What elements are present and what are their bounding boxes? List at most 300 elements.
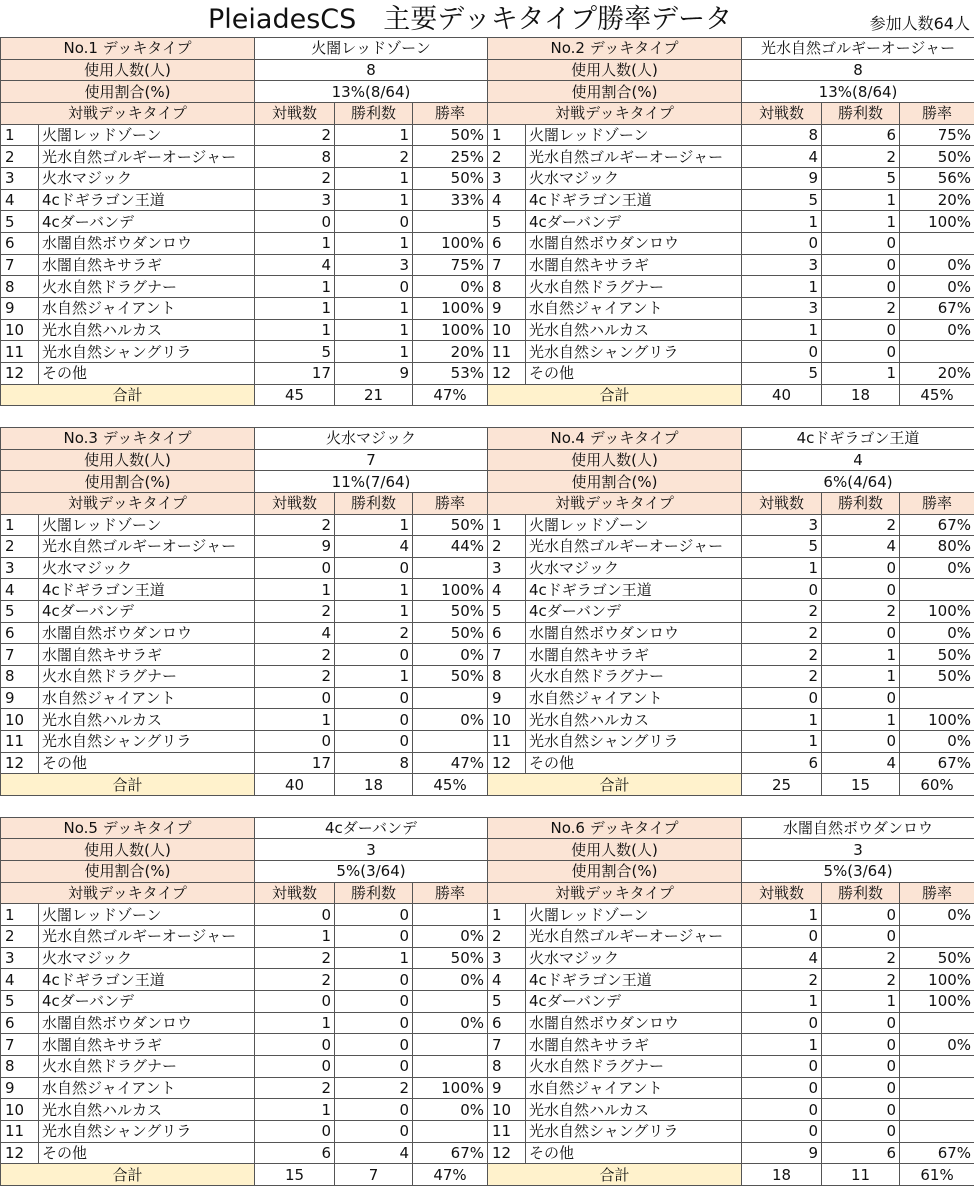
match-count: 6 (255, 1142, 335, 1164)
win-count: 1 (822, 362, 900, 384)
table-row (1, 232, 488, 254)
match-count: 1 (742, 731, 822, 753)
table-row (488, 752, 974, 774)
win-count: 0 (822, 622, 900, 644)
opponent-deck: 火水自然ドラグナー (526, 1055, 742, 1077)
opponent-deck: 水闇自然ボウダンロウ (526, 1012, 742, 1034)
total-winrate: 47% (413, 1164, 488, 1186)
opponent-deck: 水闇自然ボウダンロウ (526, 622, 742, 644)
win-rate (413, 687, 488, 709)
match-count: 3 (742, 254, 822, 276)
match-count: 6 (742, 752, 822, 774)
match-count: 0 (742, 579, 822, 601)
row-index: 8 (1, 1055, 39, 1077)
row-index: 12 (488, 752, 526, 774)
win-count: 4 (822, 752, 900, 774)
win-count: 1 (335, 167, 413, 189)
row-index: 9 (1, 1077, 39, 1099)
deck-name: 水闇自然ボウダンロウ (742, 817, 974, 839)
match-count: 1 (255, 1012, 335, 1034)
win-count: 1 (822, 644, 900, 666)
deck-block (487, 427, 974, 796)
win-rate (413, 904, 488, 926)
win-count: 0 (335, 926, 413, 948)
row-index: 9 (1, 687, 39, 709)
wins-header: 勝利数 (822, 882, 900, 904)
match-count: 0 (255, 557, 335, 579)
deck-block (487, 817, 974, 1186)
win-count: 1 (335, 189, 413, 211)
win-rate: 50% (900, 644, 974, 666)
row-index: 3 (1, 947, 39, 969)
win-count: 1 (335, 666, 413, 688)
row-index: 5 (1, 991, 39, 1013)
match-count: 0 (742, 232, 822, 254)
win-count: 2 (822, 514, 900, 536)
row-index: 9 (488, 687, 526, 709)
table-row (1, 189, 488, 211)
win-count: 0 (822, 1055, 900, 1077)
row-index: 1 (1, 124, 39, 146)
match-count: 2 (742, 644, 822, 666)
opponent-deck: 4cダーバンデ (526, 601, 742, 623)
total-row (488, 384, 974, 406)
table-row (1, 644, 488, 666)
matches-header: 対戦数 (742, 102, 822, 124)
opponent-header: 対戦デッキタイプ (488, 102, 742, 124)
winrate-header: 勝率 (413, 102, 488, 124)
win-count: 0 (335, 709, 413, 731)
win-rate: 100% (413, 1077, 488, 1099)
opponent-header: 対戦デッキタイプ (488, 882, 742, 904)
win-count: 0 (335, 1012, 413, 1034)
table-row (488, 557, 974, 579)
table-row (488, 926, 974, 948)
win-rate: 100% (900, 601, 974, 623)
row-index: 9 (488, 297, 526, 319)
match-count: 1 (255, 232, 335, 254)
win-rate (900, 1099, 974, 1121)
total-row (1, 774, 488, 796)
win-rate: 100% (900, 211, 974, 233)
match-count: 2 (255, 666, 335, 688)
ratio-label: 使用割合(%) (1, 861, 255, 883)
opponent-deck: 光水自然シャングリラ (39, 341, 255, 363)
opponent-deck: 光水自然ゴルギーオージャー (39, 926, 255, 948)
row-index: 12 (488, 1142, 526, 1164)
match-count: 4 (255, 622, 335, 644)
match-count: 1 (742, 319, 822, 341)
win-count: 9 (335, 362, 413, 384)
deck-rank-label: No.1 デッキタイプ (1, 38, 255, 60)
opponent-deck: 水闇自然キサラギ (39, 254, 255, 276)
match-count: 5 (742, 362, 822, 384)
deck-name: 火水マジック (255, 427, 488, 449)
deck-block (0, 427, 487, 796)
row-index: 5 (1, 211, 39, 233)
win-rate: 0% (900, 276, 974, 298)
win-rate: 50% (900, 146, 974, 168)
match-count: 17 (255, 362, 335, 384)
row-index: 12 (1, 362, 39, 384)
table-row (1, 969, 488, 991)
row-index: 4 (488, 189, 526, 211)
deck-block (0, 817, 487, 1186)
total-label: 合計 (488, 384, 742, 406)
match-count: 1 (255, 319, 335, 341)
table-row (488, 232, 974, 254)
win-count: 1 (335, 601, 413, 623)
wins-header: 勝利数 (335, 492, 413, 514)
win-rate: 100% (900, 991, 974, 1013)
opponent-deck: 火水マジック (39, 947, 255, 969)
table-row (1, 1012, 488, 1034)
wins-header: 勝利数 (335, 102, 413, 124)
match-count: 1 (742, 991, 822, 1013)
deck-table (487, 817, 974, 1186)
row-index: 11 (1, 341, 39, 363)
win-count: 0 (335, 1099, 413, 1121)
win-count: 1 (822, 211, 900, 233)
matches-header: 対戦数 (255, 102, 335, 124)
table-row (488, 644, 974, 666)
row-index: 6 (1, 1012, 39, 1034)
opponent-deck: 水闇自然キサラギ (526, 644, 742, 666)
opponent-deck: その他 (39, 752, 255, 774)
opponent-deck: その他 (526, 362, 742, 384)
match-count: 0 (742, 1099, 822, 1121)
wins-header: 勝利数 (822, 102, 900, 124)
match-count: 17 (255, 752, 335, 774)
match-count: 1 (742, 709, 822, 731)
row-index: 8 (1, 276, 39, 298)
opponent-deck: 光水自然ハルカス (526, 1099, 742, 1121)
opponent-deck: その他 (39, 362, 255, 384)
deck-table (0, 817, 488, 1186)
win-count: 4 (822, 536, 900, 558)
deck-rank-label: No.2 デッキタイプ (488, 38, 742, 60)
win-count: 0 (822, 926, 900, 948)
opponent-deck: 光水自然ゴルギーオージャー (526, 536, 742, 558)
match-count: 0 (255, 991, 335, 1013)
win-rate (900, 1120, 974, 1142)
table-row (488, 991, 974, 1013)
win-rate: 100% (900, 969, 974, 991)
total-label: 合計 (1, 774, 255, 796)
users-label: 使用人数(人) (1, 449, 255, 471)
win-rate: 50% (413, 622, 488, 644)
win-count: 1 (335, 947, 413, 969)
row-index: 11 (1, 731, 39, 753)
row-index: 6 (488, 232, 526, 254)
win-count: 2 (822, 601, 900, 623)
total-row (488, 1164, 974, 1186)
match-count: 1 (255, 1099, 335, 1121)
table-row (1, 276, 488, 298)
win-count: 0 (335, 731, 413, 753)
total-wins: 18 (822, 384, 900, 406)
win-count: 0 (822, 254, 900, 276)
row-index: 11 (1, 1120, 39, 1142)
table-row (488, 969, 974, 991)
win-count: 8 (335, 752, 413, 774)
deck-name: 4cドギラゴン王道 (742, 427, 974, 449)
table-row (488, 1055, 974, 1077)
table-row (1, 947, 488, 969)
win-count: 0 (822, 731, 900, 753)
matches-header: 対戦数 (742, 492, 822, 514)
opponent-deck: 4cダーバンデ (526, 211, 742, 233)
win-rate: 100% (413, 297, 488, 319)
win-count: 0 (335, 276, 413, 298)
opponent-deck: 光水自然ハルカス (39, 709, 255, 731)
win-rate: 50% (413, 601, 488, 623)
table-row (1, 1055, 488, 1077)
table-row (488, 1012, 974, 1034)
row-index: 4 (1, 969, 39, 991)
win-rate: 50% (413, 514, 488, 536)
win-count: 3 (335, 254, 413, 276)
table-row (488, 1099, 974, 1121)
table-row (1, 752, 488, 774)
opponent-deck: 水闇自然ボウダンロウ (39, 622, 255, 644)
opponent-deck: 水闇自然キサラギ (526, 254, 742, 276)
opponent-deck: 水自然ジャイアント (526, 687, 742, 709)
users-label: 使用人数(人) (488, 59, 742, 81)
ratio-value: 13%(8/64) (255, 81, 488, 103)
win-rate: 0% (900, 622, 974, 644)
opponent-deck: 4cダーバンデ (526, 991, 742, 1013)
row-index: 12 (1, 752, 39, 774)
deck-block (487, 37, 974, 406)
total-winrate: 45% (900, 384, 974, 406)
users-value: 3 (255, 839, 488, 861)
win-rate: 75% (413, 254, 488, 276)
table-row (488, 904, 974, 926)
opponent-deck: 4cドギラゴン王道 (39, 969, 255, 991)
ratio-value: 5%(3/64) (255, 861, 488, 883)
win-count: 1 (335, 232, 413, 254)
table-row (488, 341, 974, 363)
table-row (488, 947, 974, 969)
table-row (1, 904, 488, 926)
win-count: 2 (335, 146, 413, 168)
row-index: 12 (488, 362, 526, 384)
deck-table (487, 427, 974, 796)
win-rate (900, 687, 974, 709)
opponent-deck: 4cドギラゴン王道 (39, 189, 255, 211)
table-row (1, 731, 488, 753)
ratio-label: 使用割合(%) (488, 861, 742, 883)
total-wins: 15 (822, 774, 900, 796)
winrate-header: 勝率 (900, 882, 974, 904)
total-wins: 7 (335, 1164, 413, 1186)
match-count: 9 (742, 167, 822, 189)
winrate-header: 勝率 (900, 492, 974, 514)
row-index: 1 (1, 904, 39, 926)
win-count: 0 (822, 341, 900, 363)
match-count: 1 (255, 926, 335, 948)
match-count: 2 (742, 622, 822, 644)
match-count: 1 (255, 297, 335, 319)
table-row (1, 1034, 488, 1056)
opponent-deck: 火闇レッドゾーン (526, 904, 742, 926)
win-rate: 0% (900, 557, 974, 579)
win-count: 1 (335, 124, 413, 146)
win-rate: 50% (900, 947, 974, 969)
row-index: 6 (1, 622, 39, 644)
total-row (1, 1164, 488, 1186)
opponent-deck: 水自然ジャイアント (526, 1077, 742, 1099)
match-count: 2 (255, 644, 335, 666)
win-count: 1 (822, 189, 900, 211)
row-index: 1 (1, 514, 39, 536)
win-count: 2 (822, 947, 900, 969)
opponent-deck: 火水自然ドラグナー (39, 1055, 255, 1077)
opponent-deck: 光水自然ハルカス (526, 319, 742, 341)
opponent-deck: 4cドギラゴン王道 (526, 579, 742, 601)
win-count: 0 (335, 687, 413, 709)
opponent-deck: その他 (39, 1142, 255, 1164)
table-row (488, 1120, 974, 1142)
match-count: 4 (742, 947, 822, 969)
row-index: 5 (1, 601, 39, 623)
match-count: 0 (255, 904, 335, 926)
ratio-label: 使用割合(%) (488, 81, 742, 103)
opponent-deck: 光水自然シャングリラ (526, 731, 742, 753)
win-rate: 33% (413, 189, 488, 211)
table-row (488, 167, 974, 189)
row-index: 6 (488, 1012, 526, 1034)
win-count: 0 (822, 232, 900, 254)
win-count: 4 (335, 536, 413, 558)
total-label: 合計 (1, 1164, 255, 1186)
table-row (488, 254, 974, 276)
win-count: 0 (822, 276, 900, 298)
row-index: 11 (488, 731, 526, 753)
row-index: 8 (488, 666, 526, 688)
win-rate (900, 1055, 974, 1077)
win-rate: 67% (900, 752, 974, 774)
match-count: 0 (255, 211, 335, 233)
win-rate (413, 1055, 488, 1077)
table-row (1, 254, 488, 276)
win-rate: 0% (900, 904, 974, 926)
opponent-deck: 光水自然シャングリラ (526, 1120, 742, 1142)
total-winrate: 45% (413, 774, 488, 796)
win-rate: 0% (413, 644, 488, 666)
opponent-deck: 光水自然シャングリラ (39, 1120, 255, 1142)
win-count: 1 (335, 341, 413, 363)
row-index: 1 (488, 124, 526, 146)
opponent-deck: 水闇自然ボウダンロウ (526, 232, 742, 254)
row-index: 8 (1, 666, 39, 688)
opponent-deck: 光水自然ハルカス (526, 709, 742, 731)
win-count: 2 (335, 1077, 413, 1099)
opponent-header: 対戦デッキタイプ (488, 492, 742, 514)
row-index: 7 (1, 1034, 39, 1056)
ratio-label: 使用割合(%) (1, 81, 255, 103)
total-wins: 11 (822, 1164, 900, 1186)
match-count: 0 (742, 1055, 822, 1077)
ratio-label: 使用割合(%) (488, 471, 742, 493)
row-index: 9 (488, 1077, 526, 1099)
match-count: 0 (255, 731, 335, 753)
opponent-deck: 火水自然ドラグナー (526, 276, 742, 298)
win-count: 0 (335, 557, 413, 579)
table-row (488, 536, 974, 558)
opponent-deck: 水闇自然キサラギ (39, 644, 255, 666)
table-row (488, 514, 974, 536)
win-rate (900, 341, 974, 363)
match-count: 1 (742, 211, 822, 233)
match-count: 2 (742, 601, 822, 623)
win-rate (900, 232, 974, 254)
table-row (488, 1077, 974, 1099)
opponent-deck: 火闇レッドゾーン (39, 904, 255, 926)
table-row (1, 297, 488, 319)
win-count: 0 (822, 1012, 900, 1034)
row-index: 11 (488, 341, 526, 363)
opponent-deck: 水闇自然キサラギ (39, 1034, 255, 1056)
table-row (1, 666, 488, 688)
table-row (488, 601, 974, 623)
table-row (488, 189, 974, 211)
win-rate: 0% (900, 731, 974, 753)
win-count: 1 (822, 709, 900, 731)
win-count: 2 (822, 969, 900, 991)
users-value: 8 (742, 59, 974, 81)
match-count: 9 (255, 536, 335, 558)
win-rate: 25% (413, 146, 488, 168)
match-count: 3 (255, 189, 335, 211)
win-rate (413, 557, 488, 579)
table-row (488, 666, 974, 688)
opponent-deck: 光水自然ゴルギーオージャー (526, 926, 742, 948)
row-index: 6 (1, 232, 39, 254)
row-index: 1 (488, 514, 526, 536)
users-label: 使用人数(人) (1, 839, 255, 861)
users-value: 8 (255, 59, 488, 81)
win-count: 0 (822, 904, 900, 926)
table-row (488, 709, 974, 731)
row-index: 4 (488, 969, 526, 991)
opponent-deck: 火闇レッドゾーン (526, 124, 742, 146)
row-index: 3 (488, 947, 526, 969)
win-rate: 67% (900, 1142, 974, 1164)
opponent-deck: 火水マジック (526, 167, 742, 189)
match-count: 2 (255, 167, 335, 189)
win-rate: 0% (900, 1034, 974, 1056)
users-value: 3 (742, 839, 974, 861)
win-count: 1 (822, 666, 900, 688)
win-count: 0 (822, 687, 900, 709)
row-index: 3 (1, 557, 39, 579)
match-count: 1 (255, 579, 335, 601)
match-count: 1 (742, 276, 822, 298)
win-rate: 50% (900, 666, 974, 688)
row-index: 2 (1, 536, 39, 558)
opponent-deck: 4cダーバンデ (39, 991, 255, 1013)
total-winrate: 47% (413, 384, 488, 406)
win-count: 2 (822, 146, 900, 168)
match-count: 2 (742, 969, 822, 991)
win-rate: 100% (900, 709, 974, 731)
win-count: 0 (335, 904, 413, 926)
win-rate: 44% (413, 536, 488, 558)
row-index: 3 (488, 167, 526, 189)
row-index: 9 (1, 297, 39, 319)
